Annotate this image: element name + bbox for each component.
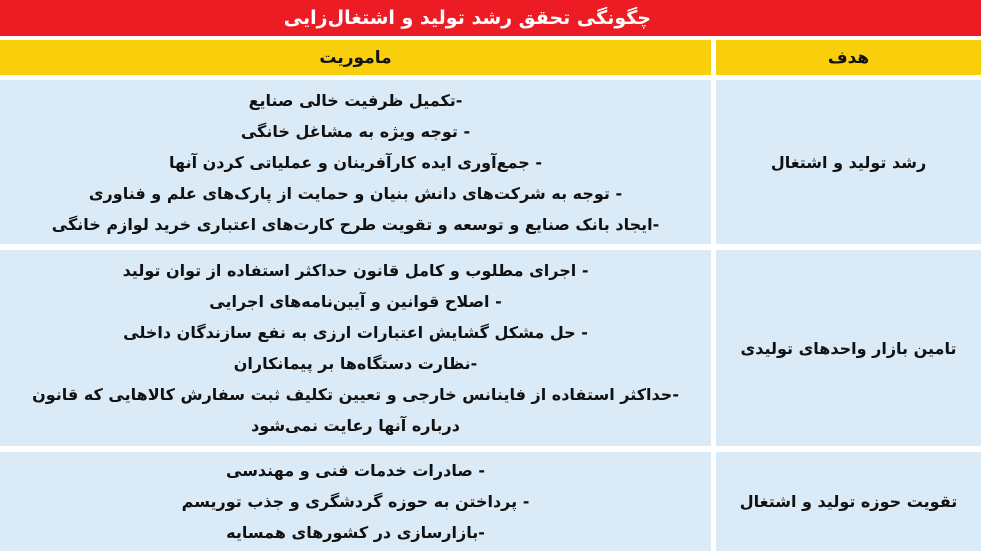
list-item: -حداکثر استفاده از فاینانس خارجی و تعیین تکلیف ثبت سفارش کالاهایی که قانون xyxy=(32,385,679,404)
mission-cell-market-supply xyxy=(0,250,711,446)
list-item: - توجه ویژه به مشاغل خانگی xyxy=(240,121,471,141)
list-item: - توجه به شرکت‌های دانش بنیان و حمایت از پارک‌های علم و فناوری xyxy=(88,183,623,203)
goal-cell-strengthen-production: تقویت حوزه تولید و اشتغال xyxy=(716,452,981,551)
header-mission: ماموریت xyxy=(0,40,711,75)
list-item: - صادرات خدمات فنی و مهندسی xyxy=(226,461,486,480)
mission-cell-production-employment xyxy=(0,80,711,244)
list-item: - پرداختن به حوزه گردشگری و جذب توریسم xyxy=(181,492,530,511)
mission-cell-strengthen-production xyxy=(0,452,711,551)
goal-cell-production-employment: رشد تولید و اشتغال xyxy=(716,80,981,244)
list-item: -بازارسازی در کشورهای همسایه xyxy=(226,523,485,542)
list-item: - اصلاح قوانین و آیین‌نامه‌های اجرایی xyxy=(209,292,502,311)
list-item: - جمع‌آوری ایده کارآفرینان و عملیاتی کردن آنها xyxy=(169,152,542,172)
table-title: چگونگی تحقق رشد تولید و اشتغال‌زایی xyxy=(0,0,981,36)
list-item: - حل مشکل گشایش اعتبارات ارزی به نفع سازندگان داخلی xyxy=(123,323,588,342)
goal-cell-market-supply: تامین بازار واحدهای تولیدی xyxy=(716,250,981,446)
header-goal: هدف xyxy=(716,40,981,75)
list-item: -نظارت دستگاه‌ها بر پیمانکاران xyxy=(233,354,478,373)
list-item: درباره آنها رعایت نمی‌شود xyxy=(251,416,460,435)
list-item: -ایجاد بانک صنایع و توسعه و تقویت طرح کارت‌های اعتباری خرید لوازم خانگی xyxy=(51,214,660,234)
list-item: -تکمیل ظرفیت خالی صنایع xyxy=(248,90,463,110)
list-item: - اجرای مطلوب و کامل قانون حداکثر استفاده از توان تولید xyxy=(122,261,589,280)
